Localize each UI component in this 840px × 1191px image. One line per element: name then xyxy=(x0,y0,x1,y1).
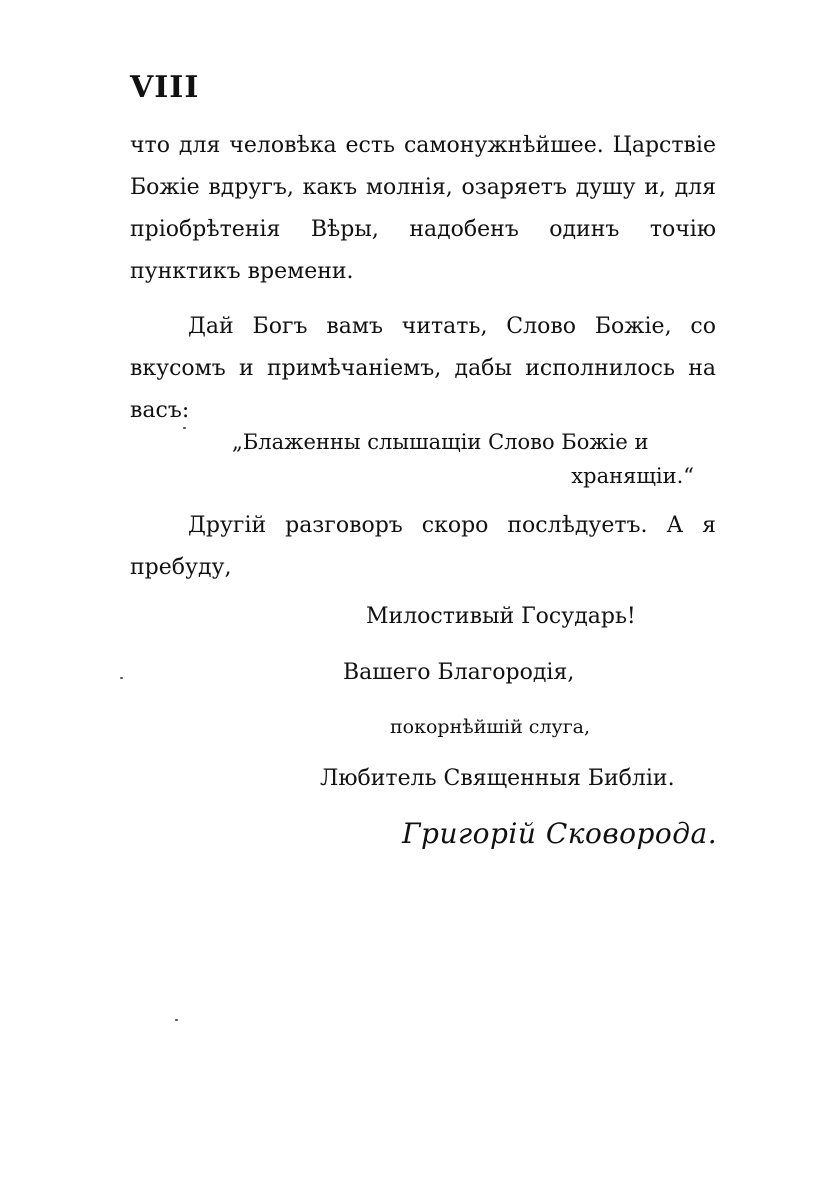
scripture-quote xyxy=(232,425,722,493)
paragraph-conclusion: что для человѣка есть самонужнѣйшее. Царствіе Божіе вдругъ, какъ молнія, озаряетъ душу и, для пріобрѣтенія Вѣры, надобенъ одинъ точію пунктикъ времени. xyxy=(130,133,716,284)
closing-servant: покорнѣйшій слуга, xyxy=(390,716,591,738)
quote-line-2: хранящіи.“ xyxy=(571,464,694,488)
print-speck xyxy=(120,677,123,679)
quote-line-1: „Блаженны слышащіи Слово Божіе и xyxy=(232,430,649,454)
paragraph-blessing: Дай Богъ вамъ читать, Слово Божіе, со вкусомъ и примѣчаніемъ, дабы исполнилось на васъ: xyxy=(130,314,716,423)
print-speck xyxy=(183,427,186,429)
print-speck xyxy=(175,1019,178,1021)
closing-bible-lover: Любитель Священныя Библіи. xyxy=(320,766,675,791)
closing-honor: Вашего Благородія, xyxy=(343,660,575,685)
closing-salutation: Милостивый Государь! xyxy=(366,604,636,629)
paragraph-next-conversation: Другій разговоръ скоро послѣдуетъ. А я пребуду, xyxy=(130,513,716,580)
author-signature: Григорій Сковорода. xyxy=(402,817,718,850)
page-number: VIII xyxy=(130,70,200,105)
